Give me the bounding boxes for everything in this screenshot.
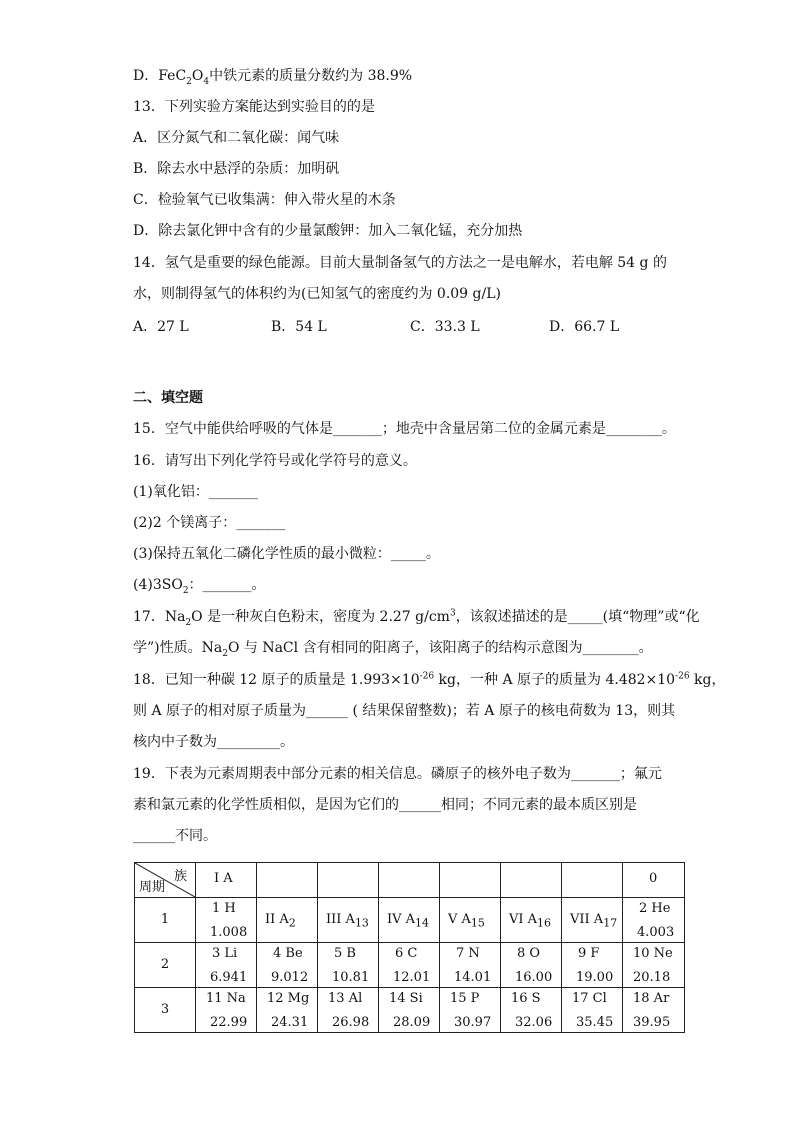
q13-option-c: C．检验氧气已收集满：伸入带火星的木条 bbox=[133, 192, 396, 208]
corner-period-label: 周期 bbox=[139, 880, 166, 895]
period-label: 1 bbox=[135, 898, 196, 943]
element-cell: 17 Cl 35.45 bbox=[562, 988, 623, 1033]
q18-line-3: 核内中子数为_________。 bbox=[133, 734, 294, 750]
group-label-cell: VI $A_{16}$ bbox=[501, 898, 562, 943]
q19-line-3: ______不同。 bbox=[133, 828, 217, 844]
q13-stem: 13．下列实验方案能达到实验目的的是 bbox=[133, 99, 375, 115]
element-cell: 18 Ar 39.95 bbox=[623, 988, 685, 1033]
q13-option-a: A．区分氮气和二氧化碳：闻气味 bbox=[133, 130, 340, 146]
group-label-cell: III $A_{13}$ bbox=[318, 898, 379, 943]
table-row-period-2 bbox=[135, 943, 685, 988]
header-cell bbox=[257, 863, 318, 898]
header-cell bbox=[501, 863, 562, 898]
corner-group-label: 族 bbox=[173, 869, 187, 884]
header-cell: 0 bbox=[623, 863, 685, 898]
q19-line-1: 19．下表为元素周期表中部分元素的相关信息。磷原子的核外电子数为_______；氟元 bbox=[133, 766, 662, 782]
q13-option-d: D．除去氯化钾中含有的少量氯酸钾：加入二氧化锰，充分加热 bbox=[133, 223, 523, 239]
section-title: 二、填空题 bbox=[133, 390, 203, 406]
q14-stem-2: 水，则制得氢气的体积约为(已知氢气的密度约为 0.09 g/L) bbox=[133, 286, 501, 302]
q14-stem-1: 14．氢气是重要的绿色能源。目前大量制备氢气的方法之一是电解水，若电解 54 g 的 bbox=[133, 255, 667, 271]
q18-line-2: 则 A 原子的相对原子质量为______ ( 结果保留整数)；若 A 原子的核电荷数为 13，则其 bbox=[133, 703, 676, 719]
element-cell: 8 O 16.00 bbox=[501, 943, 562, 988]
q17-line-1: 17．$Na_2O$ 是一种灰白色粉末，密度为 2.27 $g/cm^3$，该叙述描述的是_____(填“物理”或“化 bbox=[133, 608, 700, 628]
table-row-period-1 bbox=[135, 898, 685, 943]
q17-line-2: 学”)性质。$Na_2O$ 与 NaCl 含有相同的阳离子，该阳离子的结构示意图为________。 bbox=[133, 640, 653, 659]
header-cell bbox=[440, 863, 501, 898]
group-label-cell: IV $A_{14}$ bbox=[379, 898, 440, 943]
q16-stem: 16．请写出下列化学符号或化学符号的意义。 bbox=[133, 453, 417, 469]
period-label: 2 bbox=[135, 943, 196, 988]
periodic-table bbox=[134, 862, 685, 1033]
q14-option-a: A．27 L bbox=[133, 319, 189, 335]
header-cell bbox=[562, 863, 623, 898]
element-cell: 3 Li 6.941 bbox=[196, 943, 257, 988]
q13-option-b: B．除去水中悬浮的杂质：加明矾 bbox=[133, 161, 340, 177]
element-cell: 11 Na 22.99 bbox=[196, 988, 257, 1033]
element-cell-h: 1 H 1.008 bbox=[196, 898, 257, 943]
header-cell: I A bbox=[196, 863, 257, 898]
table-corner bbox=[135, 863, 196, 898]
q15: 15．空气中能供给呼吸的气体是_______；地壳中含量居第二位的金属元素是________。 bbox=[133, 421, 676, 437]
element-cell: 13 Al 26.98 bbox=[318, 988, 379, 1033]
element-cell: 6 C 12.01 bbox=[379, 943, 440, 988]
period-label: 3 bbox=[135, 988, 196, 1033]
header-cell bbox=[318, 863, 379, 898]
q16-part-2: (2)2 个镁离子：_______ bbox=[133, 515, 286, 531]
table-row-period-3 bbox=[135, 988, 685, 1033]
q19-line-2: 素和氯元素的化学性质相似，是因为它们的______相同；不同元素的最本质区别是 bbox=[133, 797, 637, 813]
element-cell: 7 N 14.01 bbox=[440, 943, 501, 988]
q16-part-4: $(4)3SO_2$：_______。 bbox=[133, 577, 266, 596]
element-cell: 4 Be 9.012 bbox=[257, 943, 318, 988]
group-label-cell: VII $A_{17}$ bbox=[562, 898, 623, 943]
element-cell: 15 P 30.97 bbox=[440, 988, 501, 1033]
table-header-row bbox=[135, 863, 685, 898]
group-label-cell: II $A_2$ bbox=[257, 898, 318, 943]
q16-part-3: (3)保持五氧化二磷化学性质的最小微粒：_____。 bbox=[133, 546, 440, 562]
header-cell bbox=[379, 863, 440, 898]
q14-option-b: B．54 L bbox=[271, 319, 327, 335]
q18-line-1: 18．已知一种碳 12 原子的质量是 $1.993\times 10^{-26}$ kg，一种 A 原子的质量为 $4.482\times 10^{-26}$ kg， bbox=[133, 671, 726, 688]
element-cell: 9 F 19.00 bbox=[562, 943, 623, 988]
group-label-cell: V $A_{15}$ bbox=[440, 898, 501, 943]
element-cell: 16 S 32.06 bbox=[501, 988, 562, 1033]
element-cell: 10 Ne 20.18 bbox=[623, 943, 685, 988]
q16-part-1: (1)氧化铝：_______ bbox=[133, 484, 258, 500]
element-cell: 5 B 10.81 bbox=[318, 943, 379, 988]
q12-option-d: D．$FeC_2O_4$中铁元素的质量分数约为 38.9% bbox=[133, 68, 413, 87]
q14-option-c: C．33.3 L bbox=[410, 319, 480, 335]
q14-option-d: D．66.7 L bbox=[549, 319, 620, 335]
element-cell: 14 Si 28.09 bbox=[379, 988, 440, 1033]
element-cell-he: 2 He 4.003 bbox=[623, 898, 685, 943]
element-cell: 12 Mg 24.31 bbox=[257, 988, 318, 1033]
